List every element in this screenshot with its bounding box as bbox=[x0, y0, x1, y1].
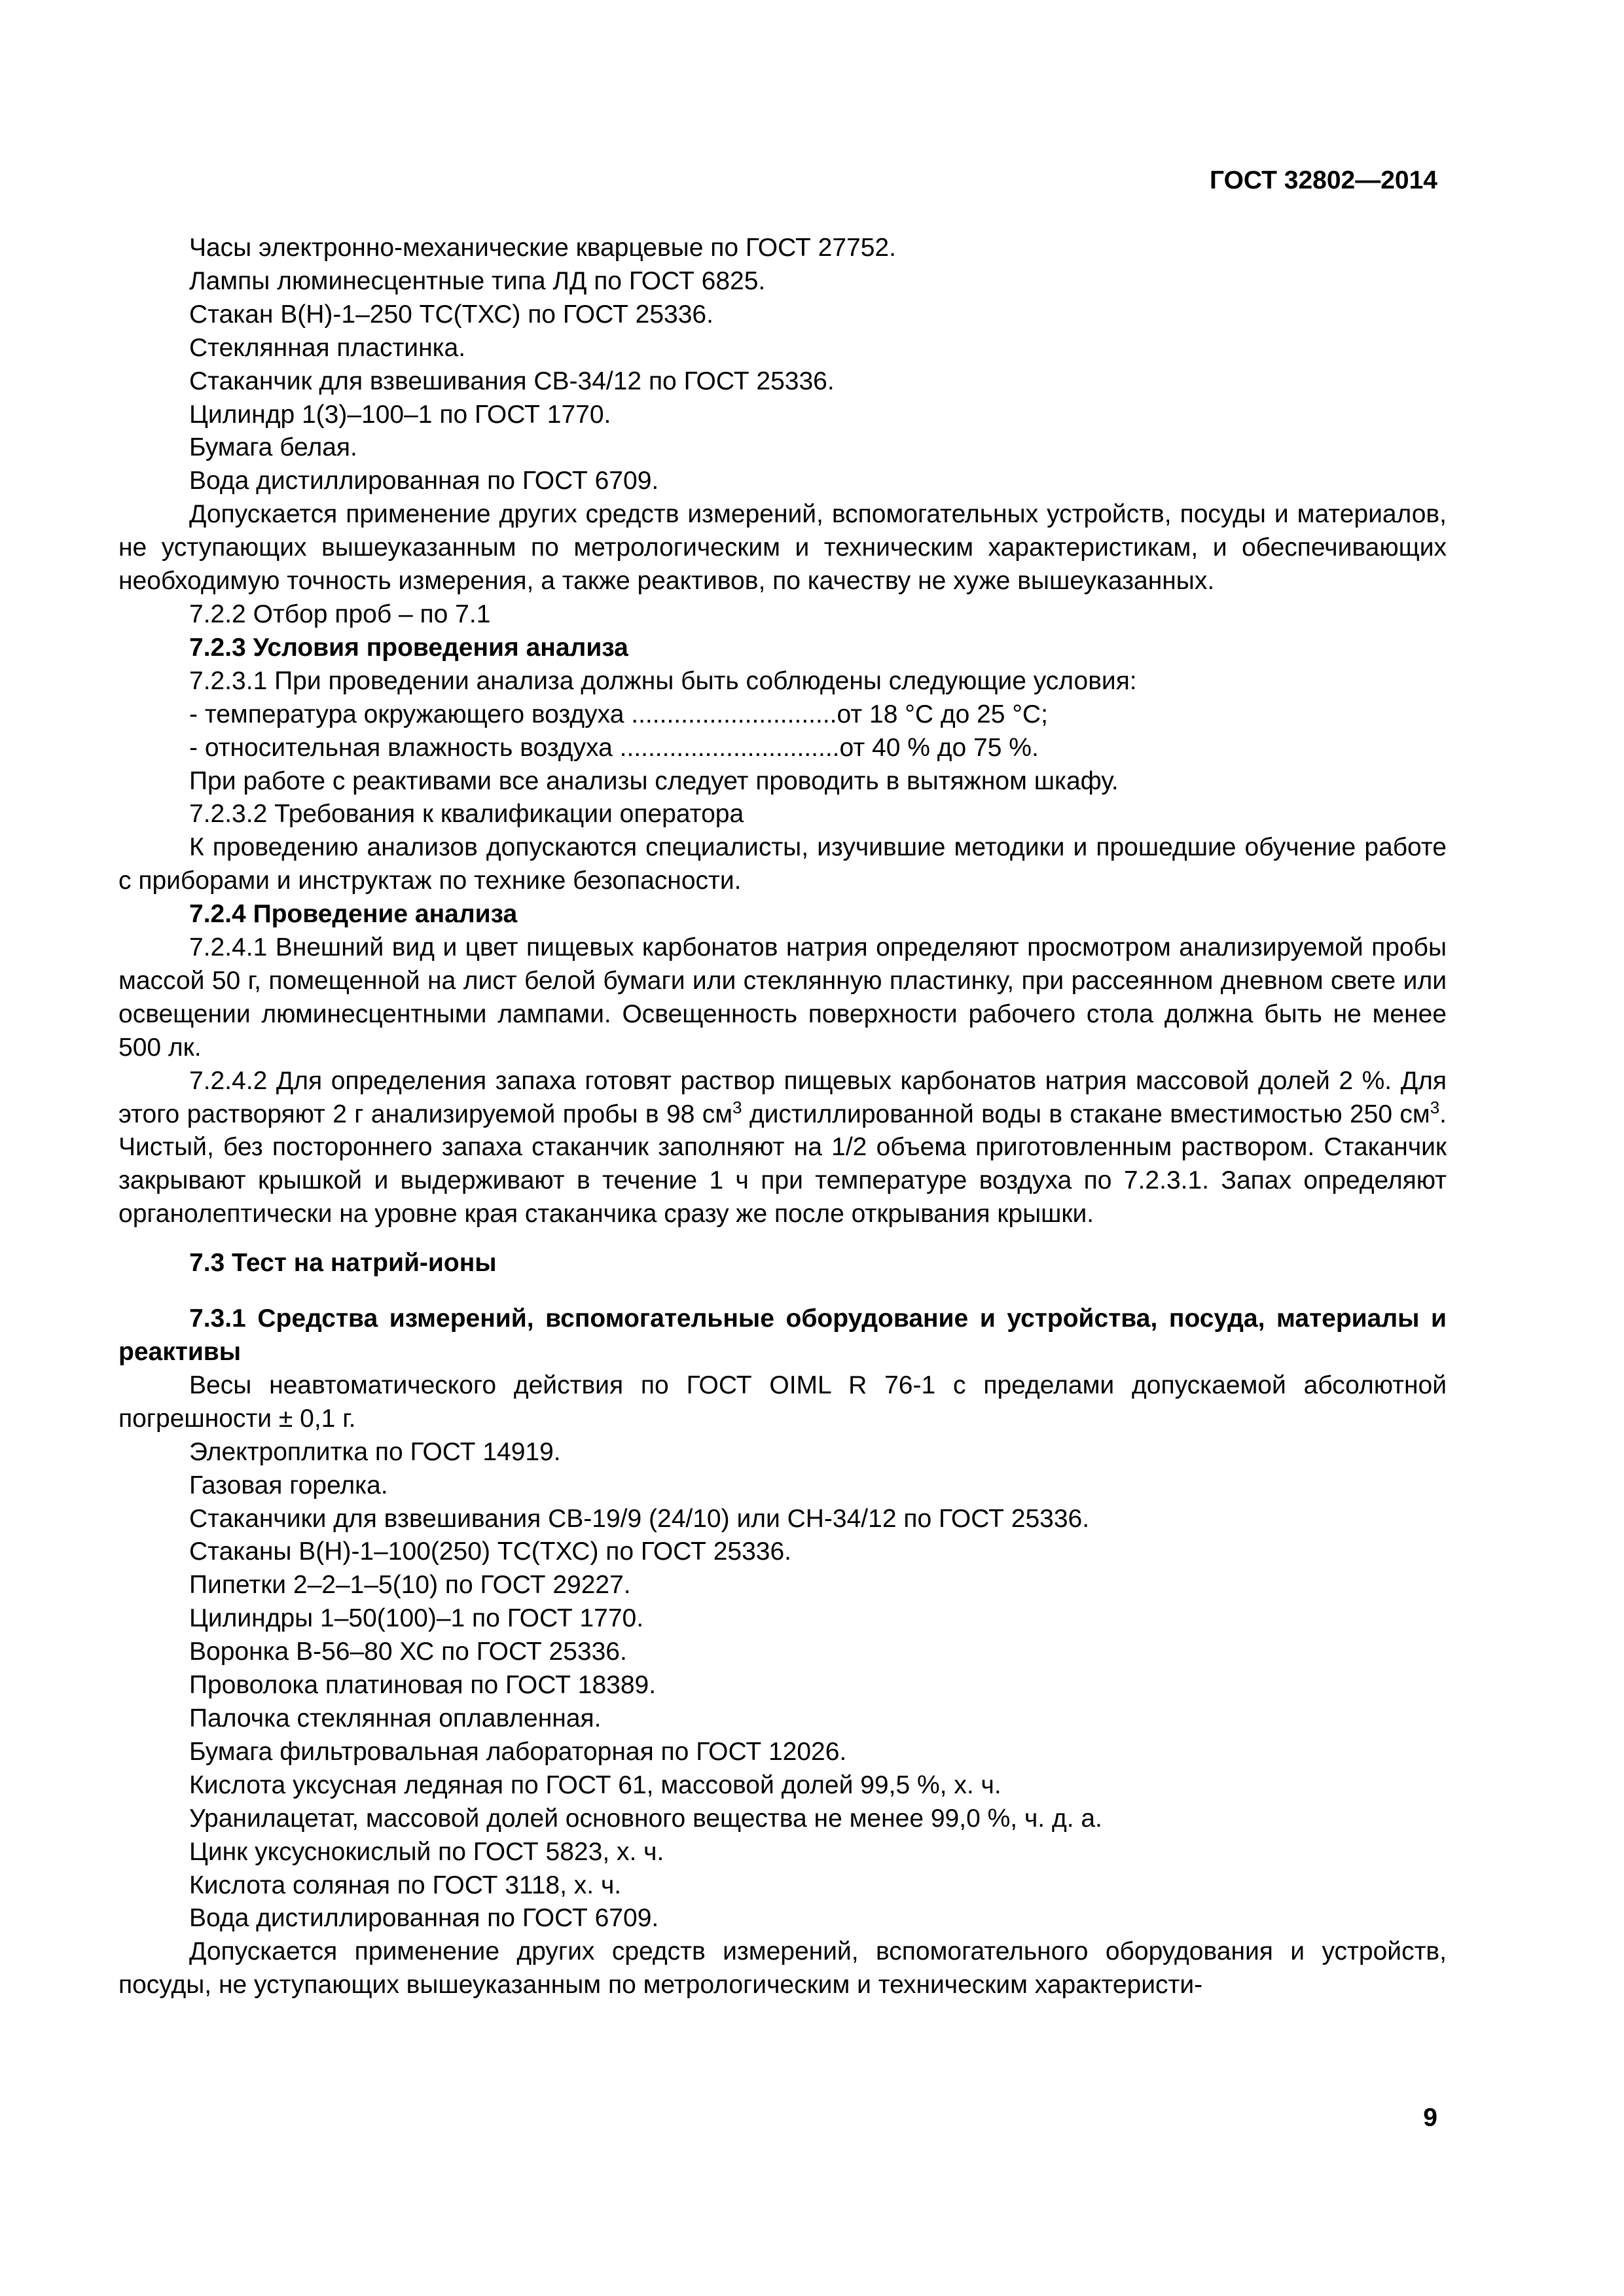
list-item: Стаканы В(Н)-1–100(250) ТС(ТХС) по ГОСТ 25336. bbox=[189, 1537, 791, 1566]
list-item: Воронка В-56–80 ХС по ГОСТ 25336. bbox=[189, 1638, 627, 1666]
list-item: Вода дистиллированная по ГОСТ 6709. bbox=[189, 1904, 659, 1933]
clause-7-2-4-2 bbox=[118, 1065, 1447, 1232]
text-line: При работе с реактивами все анализы следует проводить в вытяжном шкафу. bbox=[189, 766, 1119, 795]
list-item: Палочка стеклянная оплавленная. bbox=[189, 1704, 602, 1732]
text-line: Цилиндр 1(3)–100–1 по ГОСТ 1770. bbox=[189, 400, 611, 429]
clause-7-2-3-1: 7.2.3.1 При проведении анализа должны быть соблюдены следующие условия: bbox=[189, 666, 1137, 695]
text-segment: 7.2.4.2 Для определения запаха готовят раствор пищевых карбонатов натрия массовой долей 2 %. Для этого растворяют 2 г анализируемой пробы в 98 см bbox=[118, 1066, 1447, 1128]
text-line: Стеклянная пластинка. bbox=[189, 333, 466, 362]
list-item: Стаканчики для взвешивания СВ-19/9 (24/10) или СН-34/12 по ГОСТ 25336. bbox=[189, 1504, 1090, 1533]
text-line: Бумага белая. bbox=[189, 433, 357, 462]
text-line: Стакан В(Н)-1–250 ТС(ТХС) по ГОСТ 25336. bbox=[189, 300, 713, 329]
list-item: Бумага фильтровальная лабораторная по ГОСТ 12026. bbox=[189, 1737, 847, 1766]
condition-humidity: - относительная влажность воздуха ...............................от 40 % до 75 %. bbox=[189, 733, 1039, 762]
text-line: Лампы люминесцентные типа ЛД по ГОСТ 6825. bbox=[189, 266, 766, 295]
list-item: Цилиндры 1–50(100)–1 по ГОСТ 1770. bbox=[189, 1604, 644, 1633]
clause-7-2-3-2: 7.2.3.2 Требования к квалификации оператора bbox=[189, 800, 744, 829]
page-number: 9 bbox=[1423, 2104, 1437, 2132]
text-line: Часы электронно-механические кварцевые по ГОСТ 27752. bbox=[189, 234, 896, 262]
condition-temperature: - температура окружающего воздуха .............................от 18 °С до 25 °С; bbox=[189, 700, 1048, 728]
text-line: Стаканчик для взвешивания СВ-34/12 по ГОСТ 25336. bbox=[189, 367, 835, 395]
list-item: Пипетки 2–2–1–5(10) по ГОСТ 29227. bbox=[189, 1571, 631, 1600]
document-body bbox=[118, 232, 1447, 2002]
list-item: Цинк уксуснокислый по ГОСТ 5823, х. ч. bbox=[189, 1837, 664, 1866]
document-code-header: ГОСТ 32802—2014 bbox=[1210, 166, 1437, 194]
superscript: 3 bbox=[1430, 1097, 1440, 1117]
list-item: Кислота уксусная ледяная по ГОСТ 61, массовой долей 99,5 %, х. ч. bbox=[189, 1770, 1001, 1799]
text-segment: . Чистый, без постороннего запаха стаканчик заполняют на 1/2 объема приготовленным раствором. Стаканчик закрывают крышкой и выдерживают в течение 1 ч при температуре воздуха по 7.2.3.1. Запах определяют органолептически на уровне края стаканчика сразу же после открывания крышки. bbox=[118, 1100, 1447, 1229]
text-line: Вода дистиллированная по ГОСТ 6709. bbox=[189, 467, 659, 495]
heading-7-2-4: 7.2.4 Проведение анализа bbox=[189, 900, 518, 929]
list-item: Проволока платиновая по ГОСТ 18389. bbox=[189, 1671, 657, 1700]
list-item: Уранилацетат, массовой долей основного вещества не менее 99,0 %, ч. д. а. bbox=[189, 1804, 1102, 1833]
heading-7-3-1: 7.3.1 Средства измерений, вспомогательные оборудование и устройства, посуда, материалы и реактивы bbox=[118, 1304, 1447, 1366]
list-item: Электроплитка по ГОСТ 14919. bbox=[189, 1437, 561, 1466]
paragraph: Допускается применение других средств измерений, вспомогательного оборудования и устройств, посуды, не уступающих вышеуказанным по метрологическим и техническим характеристи- bbox=[118, 1937, 1447, 2000]
list-item: Кислота соляная по ГОСТ 3118, х. ч. bbox=[189, 1871, 622, 1899]
clause-7-2-4-1: 7.2.4.1 Внешний вид и цвет пищевых карбонатов натрия определяют просмотром анализируемой пробы массой 50 г, помещенной на лист белой бумаги или стеклянную пластинку, при рассеянном дневном свете или освещении люминесцентными лампами. Освещенность поверхности рабочего стола должна быть не менее 500 лк. bbox=[118, 933, 1447, 1062]
paragraph: Весы неавтоматического действия по ГОСТ OIML R 76-1 с пределами допускаемой абсолютной погрешности ± 0,1 г. bbox=[118, 1371, 1447, 1433]
superscript: 3 bbox=[732, 1097, 742, 1117]
text-segment: дистиллированной воды в стакане вместимостью 250 см bbox=[742, 1100, 1430, 1128]
heading-7-2-3: 7.2.3 Условия проведения анализа bbox=[189, 633, 628, 662]
heading-7-3: 7.3 Тест на натрий-ионы bbox=[189, 1249, 497, 1278]
clause-7-2-2: 7.2.2 Отбор проб – по 7.1 bbox=[189, 600, 491, 628]
list-item: Газовая горелка. bbox=[189, 1471, 388, 1499]
paragraph: К проведению анализов допускаются специалисты, изучившие методики и прошедшие обучение работе с приборами и инструктаж по технике безопасности. bbox=[118, 833, 1447, 895]
paragraph: Допускается применение других средств измерений, вспомогательных устройств, посуды и материалов, не уступающих вышеуказанным по метрологическим и техническим характеристикам, и обеспечивающих необходимую точность измерения, а также реактивов, по качеству не хуже вышеуказанных. bbox=[118, 500, 1447, 596]
